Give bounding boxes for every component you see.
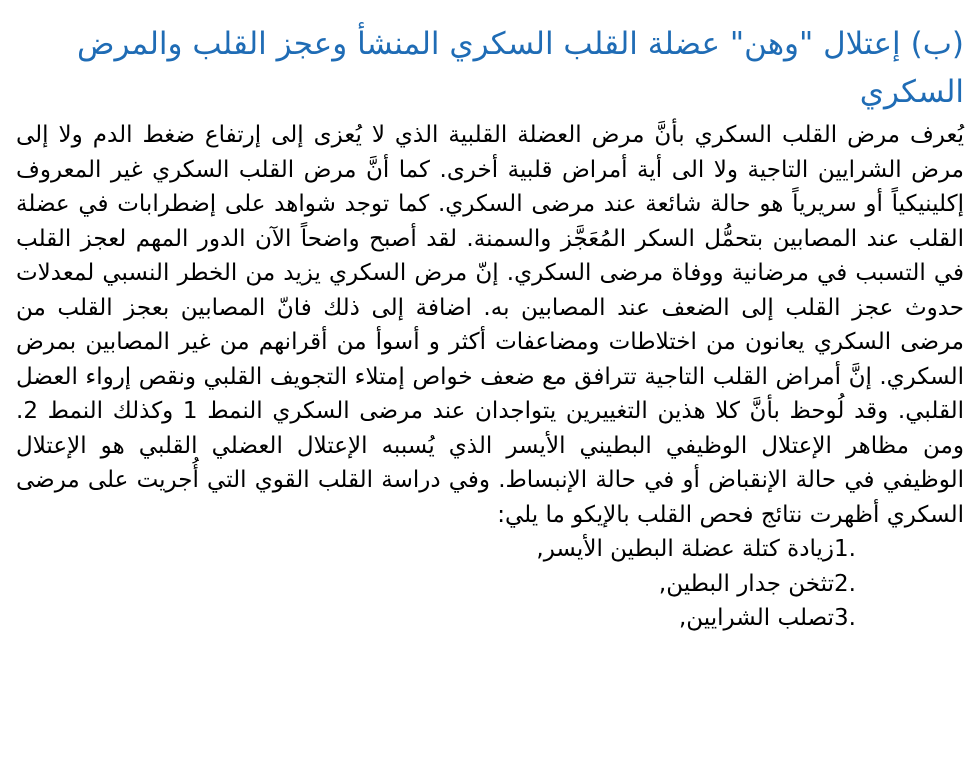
section-heading [16, 20, 964, 116]
list-item-text: تثخن جدار البطين, [658, 570, 834, 597]
body-paragraph: يُعرف مرض القلب السكري بأنَّ مرض العضلة القلبية الذي لا يُعزى إلى إرتفاع ضغط الدم ولا إلى مرض الشرايين التاجية ولا الى أية أمراض قلبية أخرى. كما أنَّ مرض القلب السكري غير المعروف إكلينيكياً أو سريرياً هو حالة شائعة عند مرضى السكري. كما توجد شواهد على إضطرابات في عضلة القلب عند المصابين بتحمُّل السكر المُعَجَّز والسمنة. لقد أصبح واضحاً الآن الدور المهم لعجز القلب في التسبب في مرضانية ووفاة مرضى السكري. إنّ مرض السكري يزيد من الخطر النسبي لمعدلات حدوث عجز القلب إلى الضعف عند المصابين به. اضافة إلى ذلك فانّ المصابين بعجز القلب من مرضى السكري يعانون من اختلاطات ومضاعفات أكثر و أسوأ من أقرانهم من غير المصابين بمرض السكري. إنَّ أمراض القلب التاجية تترافق مع ضعف خواص إمتلاء التجويف القلبي ونقص إرواء العضل القلبي. وقد لُوحظ بأنَّ كلا هذين التغييرين يتواجدان عند مرضى السكري النمط 1 وكذلك النمط 2. ومن مظاهر الإعتلال الوظيفي البطيني الأيسر الذي يُسببه الإعتلال العضلي القلبي هو الإعتلال الوظيفي في حالة الإنقباض أو في حالة الإنبساط. وفي دراسة القلب القوي التي أُجريت على مرضى السكري أظهرت نتائج فحص القلب بالإيكو ما يلي: [16, 122, 964, 528]
findings-list [16, 532, 964, 636]
list-item-text: تصلب الشرايين, [678, 605, 834, 631]
list-item-text: زيادة كتلة عضلة البطين الأيسر, [536, 536, 834, 562]
list-item-number: 3. [834, 605, 856, 631]
list-item-number: 1. [834, 536, 856, 562]
section-title: إعتلال "وهن" عضلة القلب السكري المنشأ وعجز القلب والمرض السكري [76, 26, 964, 110]
list-item [16, 601, 874, 636]
section-label: (ب) [910, 26, 964, 62]
list-item [16, 567, 874, 602]
list-item-number: 2. [834, 570, 856, 597]
list-item [16, 532, 874, 567]
